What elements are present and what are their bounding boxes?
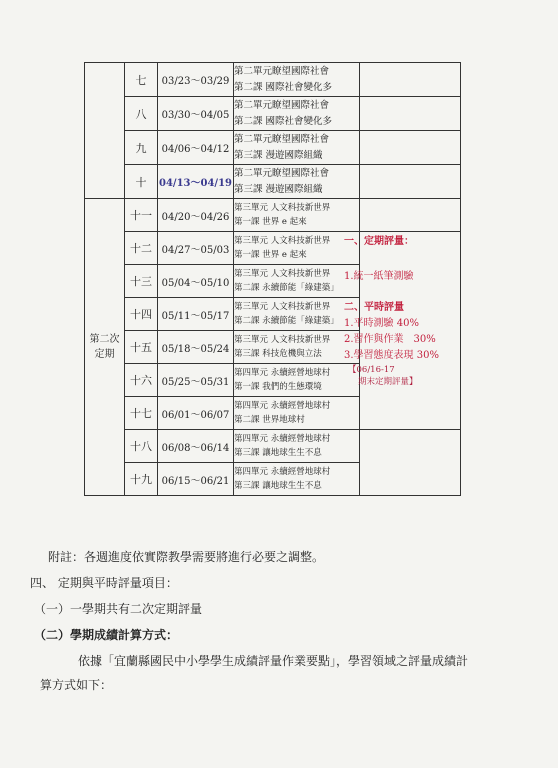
- lesson-title: 第二課 國際社會變化多: [234, 115, 333, 127]
- unit-title: 第三單元 人文科技新世界: [234, 269, 331, 279]
- unit-title: 第四單元 永續經營地球村: [234, 467, 331, 477]
- week-number: 十: [125, 165, 158, 199]
- daily-eval-heading: 二、平時評量: [344, 302, 404, 313]
- paragraph-line-1: 依據「宜蘭縣國民中小學學生成績評量作業要點」，學習領域之評量成績計: [78, 654, 469, 668]
- lesson-content: [234, 331, 360, 364]
- eval-cell: [360, 165, 461, 199]
- lesson-content: [234, 232, 360, 265]
- week-number: 十七: [125, 397, 158, 430]
- week-number: 十四: [125, 298, 158, 331]
- eval-cell: [360, 430, 461, 496]
- section-four-title: 四、 定期與平時評量項目：: [30, 576, 178, 590]
- week-number: 九: [125, 131, 158, 165]
- date-range: 05/18～05/24: [158, 331, 234, 364]
- paper-test-item: 1.統一紙筆測驗: [344, 271, 414, 282]
- item-one: （一）一學期共有二次定期評量: [34, 602, 203, 616]
- unit-title: 第三單元 人文科技新世界: [234, 203, 331, 213]
- homework-item: 2.習作與作業 30%: [344, 334, 436, 345]
- lesson-title: 第三課 科技危機與立法: [234, 349, 322, 359]
- lesson-content: [234, 364, 360, 397]
- lesson-title: 第三課 漫遊國際組織: [234, 183, 323, 195]
- lesson-title: 第二課 世界地球村: [234, 415, 305, 425]
- lesson-title: 第二課 永續節能「綠建築」: [234, 283, 339, 293]
- table-row: [85, 131, 461, 165]
- week-number: 十九: [125, 463, 158, 496]
- unit-title: 第三單元 人文科技新世界: [234, 236, 331, 246]
- period-cell-empty: [85, 63, 125, 199]
- week-number: 十二: [125, 232, 158, 265]
- table-row: [85, 430, 461, 463]
- lesson-content: [234, 430, 360, 463]
- unit-title: 第三單元 人文科技新世界: [234, 302, 331, 312]
- lesson-title: 第三課 漫遊國際組織: [234, 149, 323, 161]
- date-range: 05/11～05/17: [158, 298, 234, 331]
- lesson-title: 第三課 讓地球生生不息: [234, 481, 322, 491]
- table-row: [85, 63, 461, 97]
- week-number: 十六: [125, 364, 158, 397]
- evaluation-notes: [344, 234, 459, 388]
- lesson-content: [234, 165, 360, 199]
- unit-title: 第四單元 永續經營地球村: [234, 401, 331, 411]
- lesson-title: 第一課 世界 e 起來: [234, 250, 307, 260]
- eval-cell: [360, 63, 461, 97]
- eval-cell: [360, 131, 461, 165]
- lesson-content: [234, 97, 360, 131]
- week-number: 十一: [125, 199, 158, 232]
- date-range: 04/20～04/26: [158, 199, 234, 232]
- lesson-content: [234, 265, 360, 298]
- week-number: 七: [125, 63, 158, 97]
- table-row: [85, 199, 461, 232]
- week-number: 八: [125, 97, 158, 131]
- lesson-content: [234, 131, 360, 165]
- lesson-title: 第一課 世界 e 起來: [234, 217, 307, 227]
- date-range: 04/27～05/03: [158, 232, 234, 265]
- lesson-title: 第二課 永續節能「綠建築」: [234, 316, 339, 326]
- lesson-title: 第二課 國際社會變化多: [234, 81, 333, 93]
- lesson-content: [234, 397, 360, 430]
- date-range: 04/06～04/12: [158, 131, 234, 165]
- adjustment-note: 附註：各週進度依實際教學需要將進行必要之調整。: [48, 550, 325, 564]
- item-two: （二）學期成績計算方式：: [34, 628, 179, 642]
- table-row: [85, 165, 461, 199]
- eval-cell: [360, 199, 461, 232]
- table-row: [85, 97, 461, 131]
- eval-cell: [360, 97, 461, 131]
- unit-title: 第三單元 人文科技新世界: [234, 335, 331, 345]
- lesson-title: 第一課 我們的生態環境: [234, 382, 322, 392]
- paragraph-line-2: 算方式如下：: [40, 678, 113, 692]
- unit-title: 第二單元瞭望國際社會: [234, 99, 330, 111]
- date-range: 06/01～06/07: [158, 397, 234, 430]
- unit-title: 第二單元瞭望國際社會: [234, 167, 330, 179]
- date-range: 05/04～05/10: [158, 265, 234, 298]
- unit-title: 第四單元 永續經營地球村: [234, 368, 331, 378]
- lesson-content: [234, 463, 360, 496]
- lesson-title: 第三課 讓地球生生不息: [234, 448, 322, 458]
- unit-title: 第二單元瞭望國際社會: [234, 65, 330, 77]
- final-exam-label: 期末定期評量】: [358, 377, 418, 387]
- date-range: 03/23～03/29: [158, 63, 234, 97]
- final-exam-date: 【06/16-17: [348, 365, 395, 375]
- date-range: 06/08～06/14: [158, 430, 234, 463]
- date-range: 06/15～06/21: [158, 463, 234, 496]
- date-range: 03/30～04/05: [158, 97, 234, 131]
- unit-title: 第二單元瞭望國際社會: [234, 133, 330, 145]
- lesson-content: [234, 199, 360, 232]
- period-label-line2: 定期: [94, 349, 115, 360]
- attitude-item: 3.學習態度表現 30%: [344, 350, 439, 361]
- date-range: 04/13～04/19: [158, 165, 234, 199]
- week-number: 十八: [125, 430, 158, 463]
- period-label-line1: 第二次: [89, 334, 120, 345]
- periodic-eval-heading: 一、定期評量：: [344, 236, 414, 247]
- lesson-content: [234, 63, 360, 97]
- lesson-content: [234, 298, 360, 331]
- week-number: 十三: [125, 265, 158, 298]
- week-number: 十五: [125, 331, 158, 364]
- unit-title: 第四單元 永續經營地球村: [234, 434, 331, 444]
- date-range: 05/25～05/31: [158, 364, 234, 397]
- period-label-cell: [85, 199, 125, 496]
- daily-test-item: 1.平時測驗 40%: [344, 318, 419, 329]
